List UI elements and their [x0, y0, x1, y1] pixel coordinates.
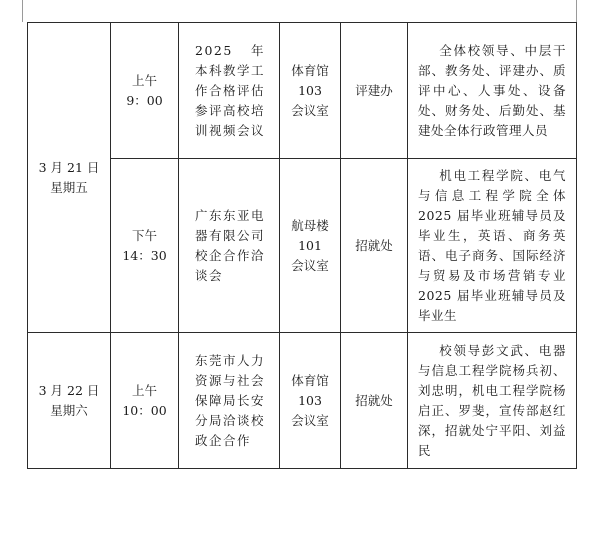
- topic-cell: [179, 159, 280, 333]
- date-text: 3 月 22 日: [38, 382, 100, 398]
- topic-text: 广东东亚电器有限公司校企合作洽谈会: [195, 207, 266, 283]
- organizer-cell: [341, 23, 408, 159]
- weekday-text: 星期六: [50, 402, 88, 418]
- attendees-cell: [408, 23, 577, 159]
- topic-text: 东莞市人力资源与社会保障局长安分局洽谈校政企合作: [195, 352, 266, 448]
- organizer-text: 招就处: [355, 237, 393, 253]
- topic-text: 2025 年本科教学工作合格评估参评高校培训视频会议: [195, 42, 266, 138]
- attendees-text: 校领导彭文武、电器与信息工程学院杨兵初、刘忠明，机电工程学院杨启正、罗斐，宣传部赵红深，招就处宁平阳、刘益民: [418, 342, 566, 458]
- organizer-text: 招就处: [355, 392, 393, 408]
- place-room: 会议室: [291, 257, 329, 273]
- table-row: [28, 23, 577, 159]
- place-room-number: 103: [298, 392, 322, 408]
- place-cell: [280, 159, 341, 333]
- topic-cell: [179, 333, 280, 469]
- organizer-cell: [341, 159, 408, 333]
- place-cell: [280, 333, 341, 469]
- time-cell: [111, 159, 179, 333]
- attendees-text: 全体校领导、中层干部、教务处、评建办、质评中心、人事处、设备处、财务处、后勤处、基建处全体行政管理人员: [418, 42, 566, 138]
- place-building: 航母楼: [291, 217, 329, 233]
- date-text: 3 月 21 日: [38, 159, 100, 175]
- place-room-number: 101: [298, 237, 322, 253]
- attendees-text: 机电工程学院、电气与信息工程学院全体 2025 届毕业班辅导员及毕业生，英语、商务英语、电子商务、国际经济与贸易及市场营销专业 2025 届毕业班辅导员及毕业生: [418, 167, 566, 323]
- page-corner-mark-left: [22, 0, 24, 22]
- place-room-number: 103: [298, 82, 322, 98]
- place-room: 会议室: [291, 412, 329, 428]
- place-room: 会议室: [291, 102, 329, 118]
- organizer-text: 评建办: [355, 82, 393, 98]
- time-period: 上午: [131, 72, 157, 88]
- time-period: 下午: [131, 227, 157, 243]
- topic-cell: [179, 23, 280, 159]
- time-clock: 10：00: [122, 402, 167, 418]
- attendees-cell: [408, 333, 577, 469]
- time-clock: 9：00: [126, 92, 163, 108]
- table-row: [28, 333, 577, 469]
- date-cell: [28, 333, 111, 469]
- weekday-text: 星期五: [50, 179, 88, 195]
- date-cell: [28, 23, 111, 333]
- place-building: 体育馆: [291, 62, 329, 78]
- organizer-cell: [341, 333, 408, 469]
- schedule-table: [27, 22, 577, 469]
- time-cell: [111, 333, 179, 469]
- attendees-cell: [408, 159, 577, 333]
- time-cell: [111, 23, 179, 159]
- time-period: 上午: [131, 382, 157, 398]
- time-clock: 14：30: [122, 247, 167, 263]
- page-top-margin: [0, 0, 600, 20]
- place-cell: [280, 23, 341, 159]
- place-building: 体育馆: [291, 372, 329, 388]
- page-corner-mark-right: [576, 0, 578, 22]
- table-row: [28, 159, 577, 333]
